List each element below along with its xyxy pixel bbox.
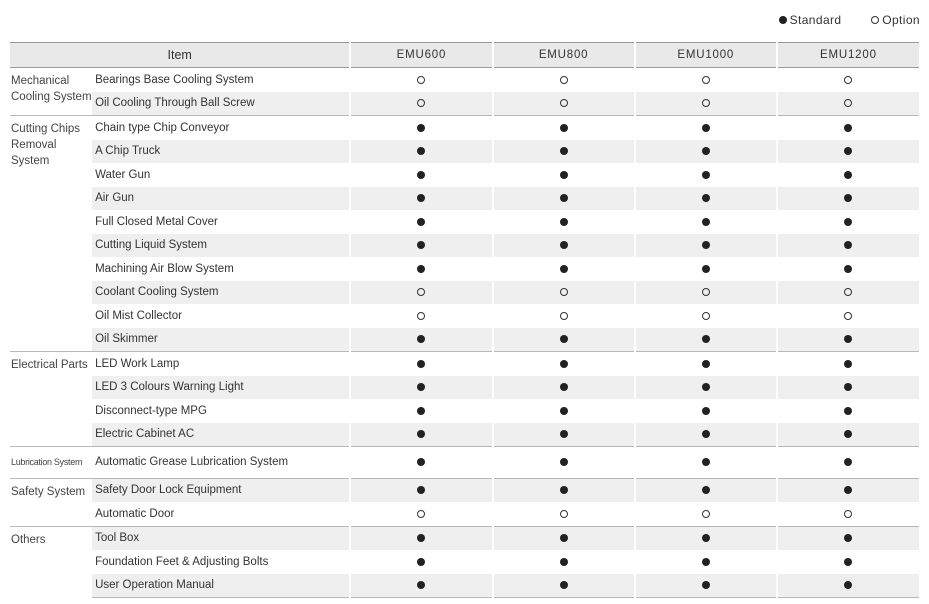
- availability-cell: [493, 281, 635, 305]
- standard-dot-icon: [844, 218, 852, 226]
- table-row: [10, 234, 919, 258]
- availability-cell: [635, 257, 777, 281]
- availability-cell: [777, 140, 919, 164]
- availability-cell: [350, 187, 492, 211]
- item-label: A Chip Truck: [92, 140, 350, 164]
- availability-cell: [777, 399, 919, 423]
- standard-dot-icon: [417, 171, 425, 179]
- standard-dot-icon: [560, 458, 568, 466]
- standard-dot-icon: [702, 407, 710, 415]
- standard-dot-icon: [560, 194, 568, 202]
- standard-dot-icon: [560, 383, 568, 391]
- table-row: [10, 281, 919, 305]
- availability-cell: [635, 304, 777, 328]
- availability-cell: [493, 550, 635, 574]
- availability-cell: [635, 281, 777, 305]
- option-circle-icon: [417, 312, 425, 320]
- standard-dot-icon: [702, 194, 710, 202]
- availability-cell: [777, 376, 919, 400]
- legend-standard: [779, 13, 842, 27]
- availability-cell: [350, 502, 492, 526]
- availability-cell: [493, 68, 635, 92]
- availability-cell: [777, 328, 919, 352]
- standard-dot-icon: [560, 486, 568, 494]
- standard-dot-icon: [417, 147, 425, 155]
- standard-dot-icon: [844, 360, 852, 368]
- standard-dot-icon: [417, 241, 425, 249]
- item-label: Safety Door Lock Equipment: [92, 478, 350, 502]
- item-label: Bearings Base Cooling System: [92, 68, 350, 92]
- option-circle-icon: [844, 510, 852, 518]
- option-circle-icon: [417, 76, 425, 84]
- standard-dot-icon: [702, 171, 710, 179]
- item-label: LED Work Lamp: [92, 352, 350, 376]
- availability-cell: [635, 234, 777, 258]
- availability-cell: [777, 92, 919, 116]
- option-circle-icon: [702, 99, 710, 107]
- table-header-row: [10, 43, 919, 68]
- option-circle-icon: [844, 99, 852, 107]
- standard-dot-icon: [844, 241, 852, 249]
- availability-cell: [635, 502, 777, 526]
- standard-dot-icon: [844, 194, 852, 202]
- availability-cell: [777, 257, 919, 281]
- availability-cell: [777, 187, 919, 211]
- item-label: Automatic Grease Lubrication System: [92, 447, 350, 479]
- availability-cell: [777, 210, 919, 234]
- availability-cell: [493, 116, 635, 140]
- availability-cell: [635, 210, 777, 234]
- availability-cell: [777, 68, 919, 92]
- option-circle-icon: [560, 76, 568, 84]
- standard-dot-icon: [702, 241, 710, 249]
- availability-cell: [350, 116, 492, 140]
- standard-dot-icon: [417, 360, 425, 368]
- standard-dot-icon: [844, 265, 852, 273]
- table-row: [10, 502, 919, 526]
- availability-cell: [635, 68, 777, 92]
- category-label: Cutting Chips Removal System: [10, 116, 92, 352]
- equipment-table: [10, 42, 919, 598]
- availability-cell: [777, 526, 919, 550]
- availability-cell: [635, 478, 777, 502]
- availability-cell: [493, 478, 635, 502]
- standard-dot-icon: [844, 147, 852, 155]
- availability-cell: [777, 352, 919, 376]
- standard-dot-icon: [702, 430, 710, 438]
- standard-dot-icon: [702, 218, 710, 226]
- standard-dot-icon: [417, 124, 425, 132]
- table-row: [10, 478, 919, 502]
- table-row: [10, 423, 919, 447]
- standard-dot-icon: [560, 241, 568, 249]
- availability-cell: [635, 423, 777, 447]
- table-row: [10, 257, 919, 281]
- standard-dot-icon: [844, 486, 852, 494]
- standard-dot-icon: [560, 430, 568, 438]
- availability-cell: [493, 210, 635, 234]
- option-circle-icon: [560, 312, 568, 320]
- table-row: [10, 447, 919, 479]
- category-label: Lubrication System: [10, 447, 92, 479]
- availability-cell: [635, 328, 777, 352]
- availability-cell: [350, 163, 492, 187]
- availability-cell: [493, 304, 635, 328]
- standard-dot-icon: [702, 124, 710, 132]
- availability-cell: [493, 92, 635, 116]
- table-row: [10, 140, 919, 164]
- table-row: [10, 116, 919, 140]
- availability-cell: [777, 116, 919, 140]
- item-label: Foundation Feet & Adjusting Bolts: [95, 555, 269, 568]
- standard-dot-icon: [417, 486, 425, 494]
- availability-cell: [635, 447, 777, 479]
- availability-cell: [493, 257, 635, 281]
- option-circle-icon: [844, 312, 852, 320]
- standard-dot-icon: [702, 147, 710, 155]
- standard-dot-icon: [702, 265, 710, 273]
- availability-cell: [777, 163, 919, 187]
- availability-cell: [635, 116, 777, 140]
- availability-cell: [493, 187, 635, 211]
- standard-dot-icon: [844, 458, 852, 466]
- table-row: [10, 328, 919, 352]
- standard-dot-icon: [844, 383, 852, 391]
- standard-dot-icon: [417, 458, 425, 466]
- table-row: [10, 163, 919, 187]
- table-row: [10, 68, 919, 92]
- availability-cell: [350, 574, 492, 598]
- availability-cell: [350, 140, 492, 164]
- item-label: Tool Box: [92, 526, 350, 550]
- option-circle-icon: [702, 312, 710, 320]
- availability-cell: [777, 574, 919, 598]
- item-label: Water Gun: [95, 168, 151, 181]
- table-row: [10, 574, 919, 598]
- legend: [753, 13, 920, 27]
- table-row: [10, 187, 919, 211]
- model-column-header: EMU1000: [635, 43, 777, 68]
- item-column-header: Item: [10, 43, 350, 68]
- availability-cell: [493, 163, 635, 187]
- availability-cell: [635, 163, 777, 187]
- option-circle-icon: [844, 76, 852, 84]
- category-label: Safety System: [10, 478, 92, 526]
- item-label: Coolant Cooling System: [92, 281, 350, 305]
- availability-cell: [777, 234, 919, 258]
- option-circle-icon: [702, 288, 710, 296]
- availability-cell: [777, 423, 919, 447]
- standard-dot-icon: [417, 534, 425, 542]
- item-label: Oil Mist Collector: [95, 309, 182, 322]
- availability-cell: [350, 447, 492, 479]
- standard-dot-icon: [702, 458, 710, 466]
- filled-dot-icon: [779, 16, 787, 24]
- standard-dot-icon: [560, 265, 568, 273]
- table-body: [10, 68, 919, 598]
- standard-dot-icon: [702, 383, 710, 391]
- availability-cell: [350, 423, 492, 447]
- standard-dot-icon: [560, 218, 568, 226]
- item-label: Oil Cooling Through Ball Screw: [92, 92, 350, 116]
- option-circle-icon: [560, 99, 568, 107]
- model-column-header: EMU1200: [777, 43, 919, 68]
- standard-dot-icon: [417, 265, 425, 273]
- availability-cell: [350, 68, 492, 92]
- model-column-header: EMU600: [350, 43, 492, 68]
- standard-dot-icon: [560, 171, 568, 179]
- standard-dot-icon: [417, 218, 425, 226]
- availability-cell: [635, 352, 777, 376]
- item-label: Chain type Chip Conveyor: [92, 116, 350, 140]
- availability-cell: [777, 478, 919, 502]
- standard-dot-icon: [560, 147, 568, 155]
- availability-cell: [635, 187, 777, 211]
- option-circle-icon: [417, 288, 425, 296]
- option-circle-icon: [560, 510, 568, 518]
- availability-cell: [777, 304, 919, 328]
- availability-cell: [350, 281, 492, 305]
- availability-cell: [493, 423, 635, 447]
- standard-dot-icon: [417, 335, 425, 343]
- model-column-header: EMU800: [493, 43, 635, 68]
- item-label: LED 3 Colours Warning Light: [92, 376, 350, 400]
- item-label: Cutting Liquid System: [92, 234, 350, 258]
- legend-option: [871, 13, 920, 27]
- item-label: Oil Skimmer: [92, 328, 350, 352]
- item-label: User Operation Manual: [92, 574, 350, 598]
- standard-dot-icon: [844, 430, 852, 438]
- availability-cell: [635, 140, 777, 164]
- availability-cell: [350, 399, 492, 423]
- item-label: Automatic Door: [95, 507, 175, 520]
- hollow-circle-icon: [871, 16, 879, 24]
- availability-cell: [635, 526, 777, 550]
- availability-cell: [635, 550, 777, 574]
- standard-dot-icon: [702, 335, 710, 343]
- item-label: Full Closed Metal Cover: [95, 215, 218, 228]
- availability-cell: [493, 447, 635, 479]
- table-row: [10, 376, 919, 400]
- standard-dot-icon: [560, 558, 568, 566]
- availability-cell: [350, 304, 492, 328]
- option-circle-icon: [702, 510, 710, 518]
- table-row: [10, 304, 919, 328]
- item-label: Air Gun: [92, 187, 350, 211]
- item-label: Electric Cabinet AC: [92, 423, 350, 447]
- availability-cell: [777, 502, 919, 526]
- availability-cell: [350, 376, 492, 400]
- table-row: [10, 550, 919, 574]
- standard-dot-icon: [417, 407, 425, 415]
- standard-dot-icon: [560, 534, 568, 542]
- availability-cell: [350, 234, 492, 258]
- standard-dot-icon: [702, 486, 710, 494]
- table-row: [10, 92, 919, 116]
- standard-dot-icon: [702, 558, 710, 566]
- standard-dot-icon: [844, 171, 852, 179]
- standard-dot-icon: [844, 581, 852, 589]
- availability-cell: [493, 234, 635, 258]
- category-label: Electrical Parts: [10, 352, 92, 447]
- standard-dot-icon: [560, 360, 568, 368]
- table-row: [10, 526, 919, 550]
- availability-cell: [350, 328, 492, 352]
- legend-standard-label: Standard: [789, 13, 842, 27]
- standard-dot-icon: [417, 581, 425, 589]
- table-row: [10, 210, 919, 234]
- standard-dot-icon: [844, 558, 852, 566]
- availability-cell: [777, 550, 919, 574]
- availability-cell: [777, 281, 919, 305]
- standard-dot-icon: [702, 360, 710, 368]
- availability-cell: [350, 92, 492, 116]
- standard-dot-icon: [417, 194, 425, 202]
- availability-cell: [350, 210, 492, 234]
- availability-cell: [493, 502, 635, 526]
- availability-cell: [777, 447, 919, 479]
- category-label: Mechanical Cooling System: [10, 68, 92, 116]
- availability-cell: [635, 92, 777, 116]
- availability-cell: [493, 399, 635, 423]
- availability-cell: [635, 399, 777, 423]
- table-row: [10, 399, 919, 423]
- standard-dot-icon: [702, 581, 710, 589]
- availability-cell: [350, 550, 492, 574]
- option-circle-icon: [560, 288, 568, 296]
- standard-dot-icon: [844, 124, 852, 132]
- standard-dot-icon: [844, 407, 852, 415]
- availability-cell: [493, 140, 635, 164]
- standard-dot-icon: [417, 558, 425, 566]
- option-circle-icon: [702, 76, 710, 84]
- standard-dot-icon: [560, 124, 568, 132]
- standard-dot-icon: [417, 430, 425, 438]
- option-circle-icon: [417, 510, 425, 518]
- availability-cell: [350, 526, 492, 550]
- table-row: [10, 352, 919, 376]
- availability-cell: [635, 376, 777, 400]
- availability-cell: [493, 328, 635, 352]
- standard-dot-icon: [844, 335, 852, 343]
- availability-cell: [350, 257, 492, 281]
- option-circle-icon: [417, 99, 425, 107]
- availability-cell: [493, 352, 635, 376]
- standard-dot-icon: [560, 581, 568, 589]
- availability-cell: [493, 376, 635, 400]
- category-label: Others: [10, 526, 92, 598]
- availability-cell: [493, 574, 635, 598]
- availability-cell: [493, 526, 635, 550]
- standard-dot-icon: [560, 335, 568, 343]
- item-label: Machining Air Blow System: [95, 262, 234, 275]
- item-label: Disconnect-type MPG: [95, 404, 207, 417]
- standard-dot-icon: [702, 534, 710, 542]
- standard-dot-icon: [417, 383, 425, 391]
- availability-cell: [350, 352, 492, 376]
- option-circle-icon: [844, 288, 852, 296]
- availability-cell: [350, 478, 492, 502]
- standard-dot-icon: [844, 534, 852, 542]
- legend-option-label: Option: [882, 13, 920, 27]
- availability-cell: [635, 574, 777, 598]
- standard-dot-icon: [560, 407, 568, 415]
